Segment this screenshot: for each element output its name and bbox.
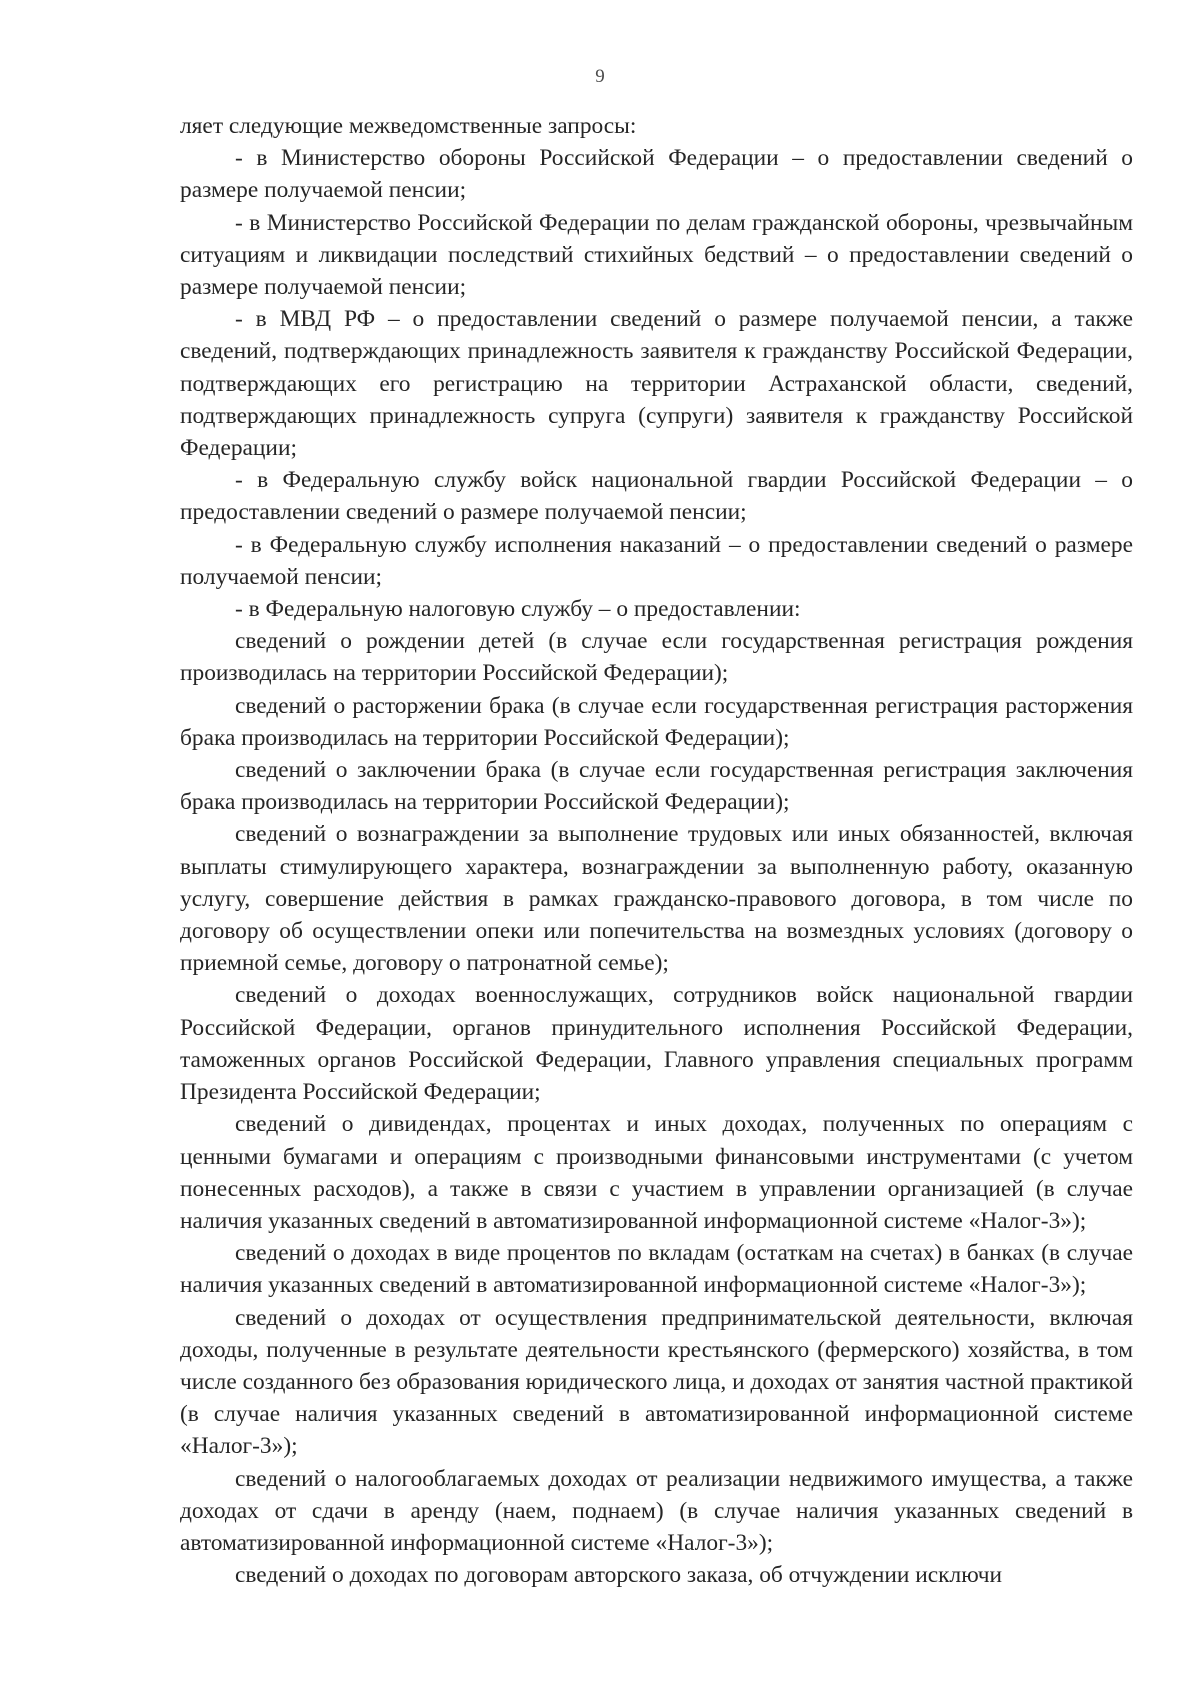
paragraph-military-income: сведений о доходах военнослужащих, сотрудников войск национальной гвардии Российской Федерации, органов принудительного исполнения Российской Федерации, таможенных органов Российской Федерации, Главного управления специальных программ Президента Российской Федерации; — [180, 982, 1133, 1106]
paragraph-birth-records: сведений о рождении детей (в случае если государственная регистрация рождения производилась на территории Российской Федерации); — [180, 628, 1133, 687]
document-body — [180, 110, 1133, 1591]
paragraph-business-income: сведений о доходах от осуществления предпринимательской деятельности, включая доходы, полученные в результате деятельности крестьянского (фермерского) хозяйства, в том числе созданного без образования юридического лица, и доходах от занятия частной практикой (в случае наличия указанных сведений в автоматизированной информационной системе «Налог-3»); — [180, 1304, 1133, 1460]
paragraph-continuation: ляет следующие межведомственные запросы: — [180, 113, 637, 139]
paragraph-penitentiary-service: - в Федеральную службу исполнения наказаний – о предоставлении сведений о размере получаемой пенсии; — [180, 531, 1133, 590]
paragraph-divorce-records: сведений о расторжении брака (в случае если государственная регистрация расторжения брака производилась на территории Российской Федерации); — [180, 692, 1133, 751]
paragraph-emergency-ministry: - в Министерство Российской Федерации по делам гражданской обороны, чрезвычайным ситуациям и ликвидации последствий стихийных бедствий – о предоставлении сведений о размере получаемой пенсии; — [180, 209, 1133, 301]
paragraph-marriage-records: сведений о заключении брака (в случае если государственная регистрация заключения брака производилась на территории Российской Федерации); — [180, 757, 1133, 816]
paragraph-deposit-interest: сведений о доходах в виде процентов по вкладам (остаткам на счетах) в банках (в случае наличия указанных сведений в автоматизированной информационной системе «Налог-3»); — [180, 1240, 1133, 1299]
paragraph-dividends: сведений о дивидендах, процентах и иных доходах, полученных по операциям с ценными бумагами и операциям с производными финансовыми инструментами (с учетом понесенных расходов), а также в связи с участием в управлении организацией (в случае наличия указанных сведений в автоматизированной информационной системе «Налог-3»); — [180, 1111, 1133, 1234]
paragraph-real-estate-income: сведений о налогооблагаемых доходах от реализации недвижимого имущества, а также доходах от сдачи в аренду (наем, поднаем) (в случае наличия указанных сведений в автоматизированной информационной системе «Налог-3»); — [180, 1465, 1133, 1556]
page-number: 9 — [595, 66, 605, 87]
paragraph-labor-remuneration: сведений о вознаграждении за выполнение трудовых или иных обязанностей, включая выплаты стимулирующего характера, вознаграждении за выполненную работу, оказанную услугу, совершение действия в рамках гражданско-правового договора, в том числе по договору об осуществлении опеки или попечительства на возмездных условиях (договору о приемной семье, договору о патронатной семье); — [180, 821, 1133, 977]
paragraph-national-guard: - в Федеральную службу войск национальной гвардии Российской Федерации – о предоставлении сведений о размере получаемой пенсии; — [180, 467, 1133, 526]
paragraph-copyright-income: сведений о доходах по договорам авторского заказа, об отчуждении исключи — [235, 1562, 1003, 1589]
paragraph-mvd: - в МВД РФ – о предоставлении сведений о размере получаемой пенсии, а также сведений, подтверждающих принадлежность заявителя к гражданству Российской Федерации, подтверждающих его регистрацию на территории Астраханской области, сведений, подтверждающих принадлежность супруга (супруги) заявителя к гражданству Российской Федерации; — [180, 306, 1133, 462]
paragraph-defense-ministry: - в Министерство обороны Российской Федерации – о предоставлении сведений о размере получаемой пенсии; — [180, 145, 1133, 204]
paragraph-tax-service: - в Федеральную налоговую службу – о предоставлении: — [235, 596, 801, 623]
